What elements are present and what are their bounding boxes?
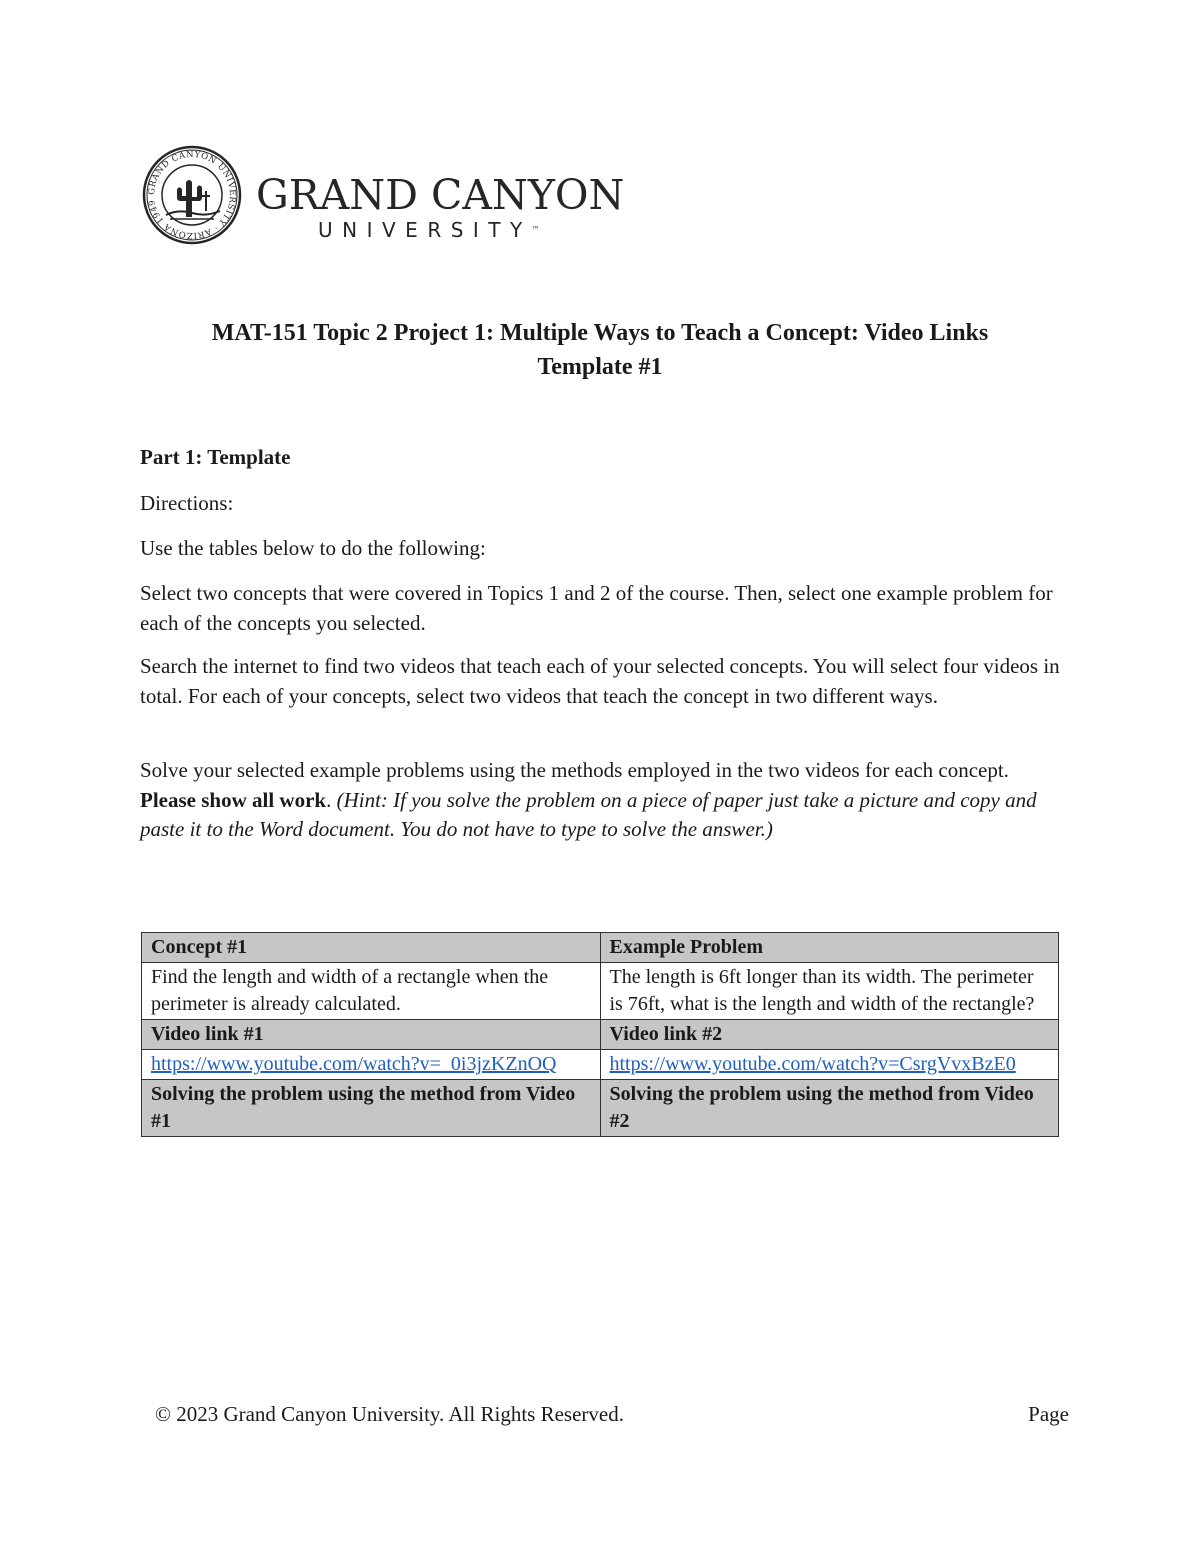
document-title — [100, 316, 1100, 384]
concept-table — [141, 932, 1059, 1137]
directions-label: Directions: — [140, 491, 234, 515]
example-problem-cell[interactable]: The length is 6ft longer than its width. The perimeter is 76ft, what is the length and width of the rectangle? — [600, 963, 1059, 1020]
svg-text:GRAND CANYON UNIVERSITY · ARIZ: GRAND CANYON UNIVERSITY · ARIZONA 1949 — [146, 149, 238, 241]
trademark-symbol: ™ — [531, 225, 540, 234]
concept-cell[interactable]: Find the length and width of a rectangle when the perimeter is already calculated. — [142, 963, 601, 1020]
wordmark-university — [318, 219, 624, 241]
solve1-header-cell: Solving the problem using the method from Video #1 — [142, 1080, 601, 1137]
hint-text: (Hint: If you solve the problem on a piece of paper just take a picture and copy and paste it to the Word document. You do not have to type to solve the answer.) — [140, 787, 1037, 841]
table-row — [142, 933, 1059, 963]
table-row — [142, 963, 1059, 1020]
university-wordmark — [256, 173, 624, 241]
footer-copyright: © 2023 Grand Canyon University. All Rights Reserved. — [155, 1402, 624, 1426]
intro-paragraph: Use the tables below to do the following: — [140, 536, 486, 560]
table-row — [142, 1080, 1059, 1137]
footer-page-label: Page — [1028, 1402, 1069, 1426]
show-work-emphasis: Please show all work — [140, 787, 327, 812]
solve-problems-paragraph — [140, 756, 1060, 845]
solve-text-punct: . — [326, 787, 337, 812]
title-line-2: Template #1 — [537, 354, 663, 380]
wordmark-university-text: UNIVERSITY — [318, 218, 532, 242]
university-logo — [140, 145, 625, 245]
video2-link-cell — [600, 1050, 1059, 1080]
select-concepts-paragraph: Select two concepts that were covered in Topics 1 and 2 of the course. Then, select one example problem for each of the concepts you selected. — [140, 581, 1053, 635]
university-seal-icon — [140, 145, 244, 245]
title-line-1: MAT-151 Topic 2 Project 1: Multiple Ways to Teach a Concept: Video Links — [211, 320, 989, 346]
solve-text: Solve your selected example problems using the methods employed in the two videos for each concept. — [140, 758, 1009, 782]
table-row — [142, 1020, 1059, 1050]
solve2-header-cell: Solving the problem using the method from Video #2 — [600, 1080, 1059, 1137]
wordmark-grand-canyon: GRAND CANYON — [256, 171, 625, 219]
video1-link-cell — [142, 1050, 601, 1080]
example-header-cell: Example Problem — [600, 933, 1059, 963]
video1-link[interactable]: https://www.youtube.com/watch?v=_0i3jzKZnOQ — [151, 1053, 557, 1075]
video2-link[interactable]: https://www.youtube.com/watch?v=CsrgVvxBzE0 — [609, 1053, 1016, 1075]
part-heading: Part 1: Template — [140, 445, 291, 469]
search-videos-paragraph: Search the internet to find two videos that teach each of your selected concepts. You will select four videos in total. For each of your concepts, select two videos that teach the concept in two different ways. — [140, 654, 1060, 708]
table-row — [142, 1050, 1059, 1080]
video2-header-cell: Video link #2 — [600, 1020, 1059, 1050]
video1-header-cell: Video link #1 — [142, 1020, 601, 1050]
concept-header-cell: Concept #1 — [142, 933, 601, 963]
